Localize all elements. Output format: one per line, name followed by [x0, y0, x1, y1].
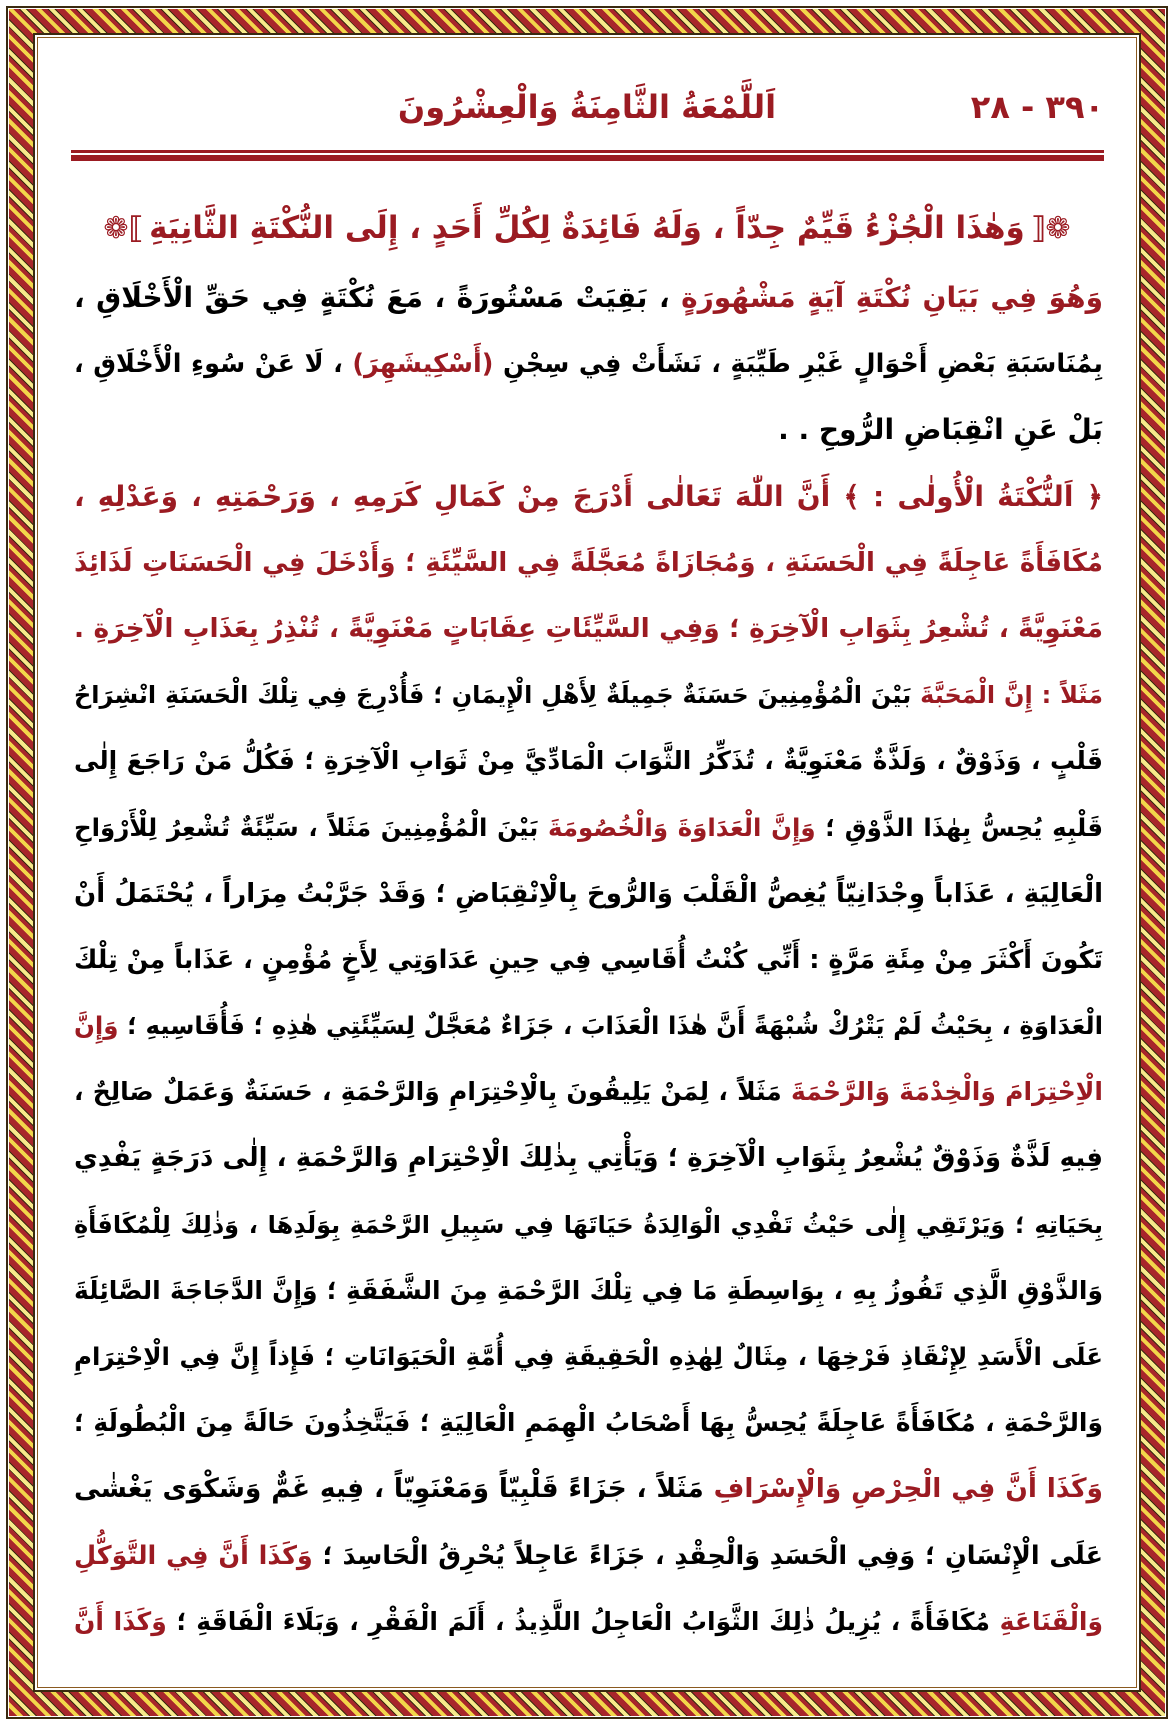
- text-line-content: [74, 813, 1103, 842]
- text-line-content: [74, 1473, 1103, 1504]
- body-text-segment: عَلَى الْأَسَدِ لِإِنْقَاذِ فَرْخِهَا ، مِثَالٌ لِهٰذِهِ الْحَقِيقَةِ فِي أُمَّةِ الْحَيَوَانَاتِ ؛ فَإِذاً إِنَّ فِي الْاِحْتِرَامِ: [74, 1342, 1103, 1371]
- text-line-content: [74, 349, 1103, 379]
- highlighted-text: وَإِنَّ: [74, 1011, 119, 1041]
- text-line-content: [74, 1541, 1103, 1571]
- text-line-content: [74, 548, 1103, 578]
- text-line-content: [74, 746, 1103, 775]
- text-line: [74, 1526, 1103, 1592]
- text-line: [74, 1393, 1103, 1459]
- body-text-segment: فِيهِ لَذَّةٌ وَذَوْقٌ يُشْعِرُ بِثَوَابِ الْآخِرَةِ ؛ وَيَأْتِي بِذٰلِكَ الْاِحْتِرَامِ وَالرَّحْمَةِ ، إِلٰى دَرَجَةٍ يَفْدِي: [74, 1143, 1103, 1174]
- text-line-content: [74, 281, 1103, 314]
- text-line: [74, 533, 1103, 599]
- text-line-content: [778, 413, 1103, 446]
- body-text-segment: الْعَدَاوَةِ ، بِحَيْثُ لَمْ يَتْرُكْ شُبْهَةً أَنَّ هٰذَا الْعَذَابَ ، جَزَاءٌ مُعَجَّلٌ لِسَيِّئَتِي هٰذِهِ ؛ فَأُقَاسِيهِ ؛: [118, 1011, 1103, 1041]
- text-line: [74, 1592, 1103, 1658]
- body-text-segment: بَيْنَ الْمُؤْمِنِينَ حَسَنَةٌ جَمِيلَةٌ لِأَهْلِ الْإِيمَانِ ؛ فَأُدْرِجَ فِي تِلْكَ الْحَسَنَةِ انْشِرَاحُ: [74, 681, 921, 710]
- highlighted-text: وَالْقَنَاعَةِ: [999, 1606, 1103, 1636]
- text-line: [74, 1062, 1103, 1128]
- text-line: [74, 1195, 1103, 1261]
- ornamental-bracket-icon: ⟧❁: [103, 211, 144, 246]
- text-line: [74, 268, 1103, 334]
- text-line-content: [74, 1011, 1103, 1040]
- highlighted-text: (أَسْكِيشَهِرَ): [352, 349, 494, 380]
- text-line: [74, 400, 1103, 466]
- highlighted-text: مَثَلاً : إِنَّ الْمَحَبَّةَ: [920, 681, 1103, 710]
- text-line-content: [74, 945, 1103, 975]
- body-text-segment: بَلْ عَنِ انْقِبَاضِ الرُّوحِ . .: [778, 413, 1103, 447]
- highlighted-text: وَهُوَ فِي بَيَانِ نُكْتَةِ آيَةٍ مَشْهُورَةٍ: [681, 281, 1103, 314]
- body-text-segment: مُكَافَأَةً ، يُزِيلُ ذٰلِكَ الثَّوَابُ الْعَاجِلُ اللَّذِيذُ ، أَلَمَ الْفَقْرِ ، وَبَلَاءَ الْفَاقَةِ ؛: [166, 1606, 1000, 1636]
- body-text-segment: تَكُونَ أَكْثَرَ مِنْ مِئَةِ مَرَّةٍ : أَنِّي كُنْتُ أُقَاسِي فِي حِينِ عَدَاوَتِي لِأَخٍ مُؤْمِنٍ ، عَذَاباً مِنْ تِلْكَ: [74, 944, 1103, 975]
- body-text-segment: بِحَيَاتِهِ ؛ وَيَرْتَقِي إِلٰى حَيْثُ تَفْدِي الْوَالِدَةُ حَيَاتَهَا فِي سَبِيلِ الرَّحْمَةِ بِوَلَدِهَا ، وَذٰلِكَ لِلْمُكَافَأَةِ: [74, 1210, 1103, 1239]
- text-line: [74, 1261, 1103, 1327]
- highlighted-text: وَكَذَا أَنَّ فِي التَّوَكُّلِ: [74, 1540, 313, 1571]
- body-text-segment: وَالرَّحْمَةِ ، مُكَافَأَةً عَاجِلَةً يُحِسُّ بِهَا أَصْحَابُ الْهِمَمِ الْعَالِيَةِ ؛ فَيَتَّخِذُونَ حَالَةً مِنَ الْبُطُولَةِ ؛: [74, 1408, 1103, 1438]
- chapter-title: اَللَّمْعَةُ الثَّامِنَةُ وَالْعِشْرُونَ: [397, 88, 777, 126]
- body-text-segment: قَلْبٍ ، وَذَوْقٌ ، وَلَذَّةٌ مَعْنَوِيَّةٌ ، تُذَكِّرُ الثَّوَابَ الْمَادِّيَّ مِنْ ثَوَابِ الْآخِرَةِ ؛ فَكُلُّ مَنْ رَاجَعَ إِلٰى: [74, 746, 1103, 776]
- text-line: [74, 599, 1103, 665]
- body-text-segment: عَلَى الْإِنْسَانِ ؛ وَفِي الْحَسَدِ وَالْحِقْدِ ، جَزَاءً عَاجِلاً يُحْرِقُ الْحَاسِدَ ؛: [312, 1540, 1103, 1571]
- page-number: ٣٩٠ - ٢٨: [970, 88, 1104, 126]
- highlighted-text: وَكَذَا أَنَّ فِي الْحِرْصِ وَالْإِسْرَافِ: [713, 1473, 1103, 1505]
- highlighted-text: مَعْنَوِيَّةً ، تُشْعِرُ بِثَوَابِ الْآخِرَةِ ؛ وَفِي السَّيِّئَاتِ عِقَابَاتٍ مَعْنَوِيَّةً ، تُنْذِرُ بِعَذَابِ الْآخِرَةِ .: [74, 612, 1103, 644]
- ornamental-bracket-icon: ❁⟦: [1030, 211, 1071, 246]
- text-line-content: [74, 1607, 1103, 1636]
- body-text-segment: بِمُنَاسَبَةِ بَعْضِ أَحْوَالٍ غَيْرِ طَيِّبَةٍ ، نَشَأَتْ فِي سِجْنِ: [493, 349, 1103, 380]
- header-rule-thin: [71, 150, 1104, 153]
- text-line-content: [74, 1276, 1103, 1305]
- text-line: [74, 864, 1103, 930]
- text-line: [74, 798, 1103, 864]
- text-line-content: [74, 1077, 1103, 1106]
- text-line: [74, 1128, 1103, 1194]
- text-line-content: [74, 480, 1103, 513]
- highlighted-text: مُكَافَأَةً عَاجِلَةً فِي الْحَسَنَةِ ، وَمُجَازَاةً مُعَجَّلَةً فِي السَّيِّئَةِ ؛ وَأَدْخَلَ فِي الْحَسَنَاتِ لَذَائِذَ: [74, 547, 1103, 578]
- body-text-segment: الْعَالِيَةِ ، عَذَاباً وِجْدَانِيّاً يُغِصُّ الْقَلْبَ وَالرُّوحَ بِالْاِنْقِبَاضِ ؛ وَقَدْ جَرَّبْتُ مِرَاراً ، يُحْتَمَلُ أَنْ: [74, 878, 1103, 909]
- body-text-segment: مَثَلاً ، لِمَنْ يَلِيقُونَ بِالْاِحْتِرَامِ وَالرَّحْمَةِ ، حَسَنَةٌ وَعَمَلٌ صَالِحٌ ،: [74, 1077, 792, 1107]
- text-line: [74, 665, 1103, 731]
- text-line-content: [74, 1342, 1103, 1371]
- section-heading-text: وَهٰذَا الْجُزْءُ قَيِّمٌ جِدّاً ، وَلَهُ فَائِدَةٌ لِكُلِّ أَحَدٍ ، إِلَى النُّكْتَةِ الثَّانِيَةِ: [149, 210, 1025, 246]
- text-line-content: [74, 681, 1103, 709]
- body-text-segment: ، لَا عَنْ سُوءِ الْأَخْلَاقِ ،: [74, 349, 353, 380]
- text-line-content: [74, 1211, 1103, 1239]
- text-line: [74, 334, 1103, 400]
- highlighted-text: ﴿ اَلنُّكْتَةُ الْأُولٰى : ﴾ أَنَّ اللّٰهَ تَعَالٰى أَدْرَجَ مِنْ كَمَالِ كَرَمِهِ ، وَرَحْمَتِهِ ، وَعَدْلِهِ ،: [74, 479, 1103, 513]
- highlighted-text: وَكَذَا أَنَّ: [74, 1606, 167, 1636]
- text-line-content: [74, 1143, 1103, 1173]
- body-text-segment: مَثَلاً ، جَزَاءً قَلْبِيّاً وَمَعْنَوِيّاً ، فِيهِ غَمٌّ وَشَكْوَى يَغْشٰى: [74, 1473, 714, 1505]
- section-heading: [70, 200, 1104, 256]
- text-line: [74, 731, 1103, 797]
- page-header: [70, 88, 1104, 138]
- text-line-content: [74, 879, 1103, 909]
- text-line: [74, 1327, 1103, 1393]
- body-text-segment: وَالذَّوْقِ الَّذِي تَفُوزُ بِهِ ، بِوَاسِطَةِ مَا فِي تِلْكَ الرَّحْمَةِ مِنَ الشَّفَقَةِ ؛ وَإِنَّ الدَّجَاجَةَ الصَّائِلَةَ: [74, 1275, 1103, 1305]
- text-line-content: [74, 1408, 1103, 1437]
- body-text-segment: قَلْبِهِ يُحِسُّ بِهٰذَا الذَّوْقِ ؛: [815, 812, 1103, 842]
- body-text: [74, 268, 1103, 1658]
- body-text-segment: ، بَقِيَتْ مَسْتُورَةً ، مَعَ نُكْتَةٍ فِي حَقِّ الْأَخْلَاقِ ،: [74, 281, 682, 314]
- header-rule-thick: [71, 155, 1104, 161]
- text-line: [74, 467, 1103, 533]
- highlighted-text: الْاِحْتِرَامَ وَالْخِدْمَةَ وَالرَّحْمَةَ: [791, 1077, 1103, 1107]
- body-text-segment: بَيْنَ الْمُؤْمِنِينَ مَثَلاً ، سَيِّئَةٌ تُشْعِرُ لِلْأَرْوَاحِ: [74, 812, 549, 842]
- text-line: [74, 996, 1103, 1062]
- text-line-content: [74, 613, 1103, 644]
- text-line: [74, 1459, 1103, 1525]
- highlighted-text: وَإِنَّ الْعَدَاوَةَ وَالْخُصُومَةَ: [548, 812, 816, 842]
- text-line: [74, 930, 1103, 996]
